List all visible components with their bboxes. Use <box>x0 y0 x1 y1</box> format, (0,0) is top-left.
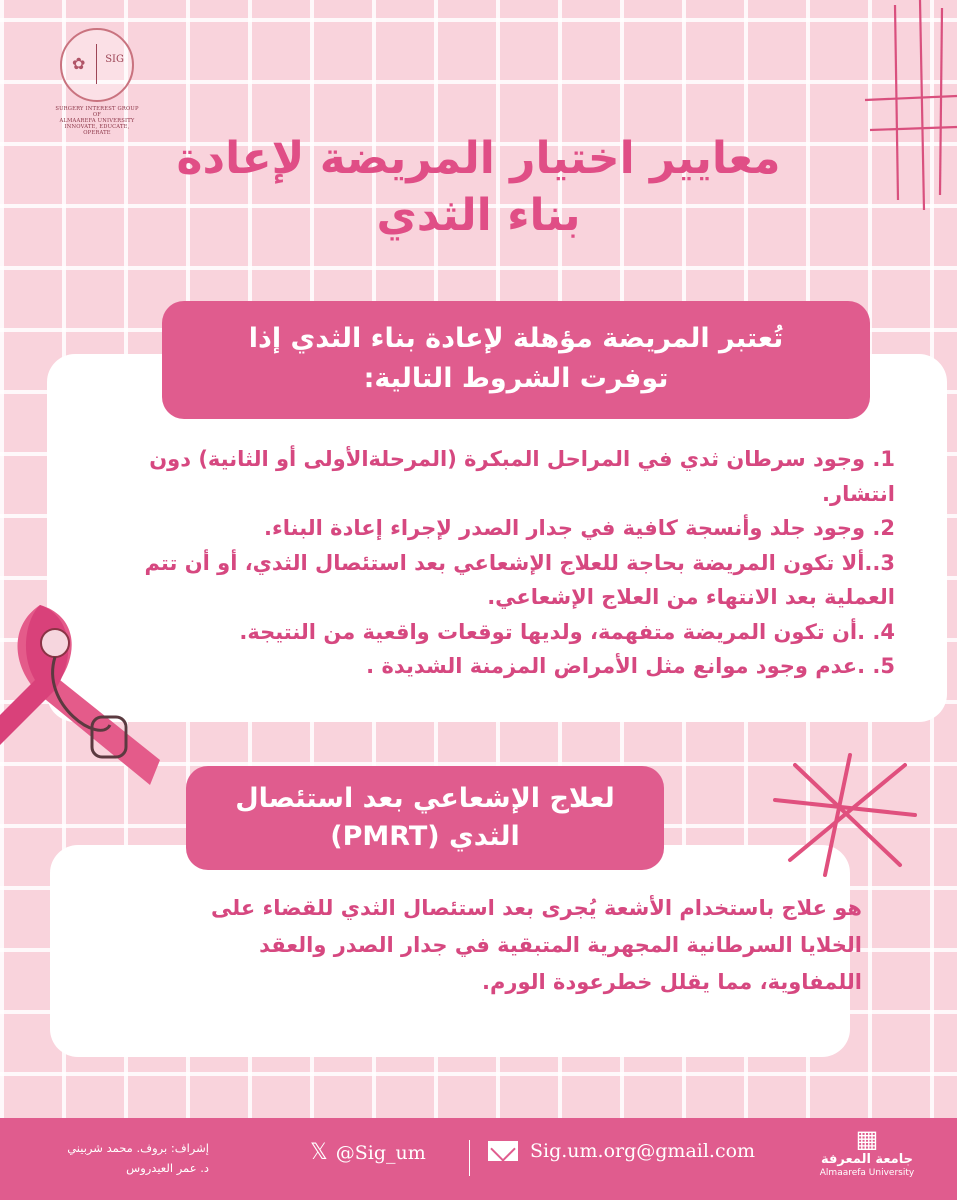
x-logo-icon: 𝕏 <box>310 1140 328 1165</box>
list-item: 5. .عدم وجود موانع مثل الأمراض المزمنة الشديدة . <box>366 654 895 678</box>
logo-emblem <box>60 28 134 102</box>
list-item: 1. وجود سرطان ثدي في المراحل المبكرة (المرحلةالأولى أو الثانية) دون انتشار. <box>149 447 895 506</box>
list-item: 3..ألا تكون المريضة بحاجة للعلاج الإشعاعي بعد استئصال الثدي، أو أن تتم العملية بعد الانتهاء من العلاج الإشعاعي. <box>144 550 895 609</box>
x-handle-link[interactable]: 𝕏 @Sig_um <box>310 1140 426 1165</box>
decorative-scribble-lines <box>820 0 957 215</box>
email-link[interactable]: Sig.um.org@gmail.com <box>488 1140 755 1162</box>
star-scribble-icon <box>770 745 920 885</box>
footer <box>0 1118 957 1200</box>
page-title: معايير اختيار المريضة لإعادة بناء الثدي <box>176 133 781 242</box>
envelope-icon <box>488 1141 518 1161</box>
book-icon: ▦ <box>855 1125 879 1153</box>
supervision-credits: إشراف: بروف. محمد شربيني د. عمر العيدروس <box>67 1141 209 1175</box>
pink-ribbon-icon <box>0 595 170 795</box>
sig-logo <box>52 28 142 140</box>
university-logo: ▦ جامعة المعرفة Almaarefa University <box>817 1126 917 1179</box>
pmrt-banner: لعلاج الإشعاعي بعد استئصال الثدي (PMRT) <box>186 766 664 870</box>
list-item: 4. .أن تكون المريضة متفهمة، ولديها توقعات واقعية من النتيجة. <box>239 619 895 644</box>
list-item: 2. وجود جلد وأنسجة كافية في جدار الصدر لإجراء إعادة البناء. <box>264 516 895 540</box>
logo-caption: SURGERY INTEREST GROUP OF ALMAAREFA UNIVERSITY INNOVATE, EDUCATE, OPERATE <box>55 106 139 136</box>
logo-mark: SIG <box>105 54 124 65</box>
criteria-list <box>112 442 895 684</box>
pmrt-description: هو علاج باستخدام الأشعة يُجرى بعد استئصال الثدي للقضاء على الخلايا السرطانية المجهرية المتبقية في جدار الصدر والعقد اللمفاوية، مما يقلل خطرعودة الورم. <box>211 896 862 994</box>
criteria-banner: تُعتبر المريضة مؤهلة لإعادة بناء الثدي إذا توفرت الشروط التالية: <box>162 301 870 419</box>
footer-divider <box>469 1140 470 1176</box>
flower-icon: ✿ <box>72 54 86 73</box>
